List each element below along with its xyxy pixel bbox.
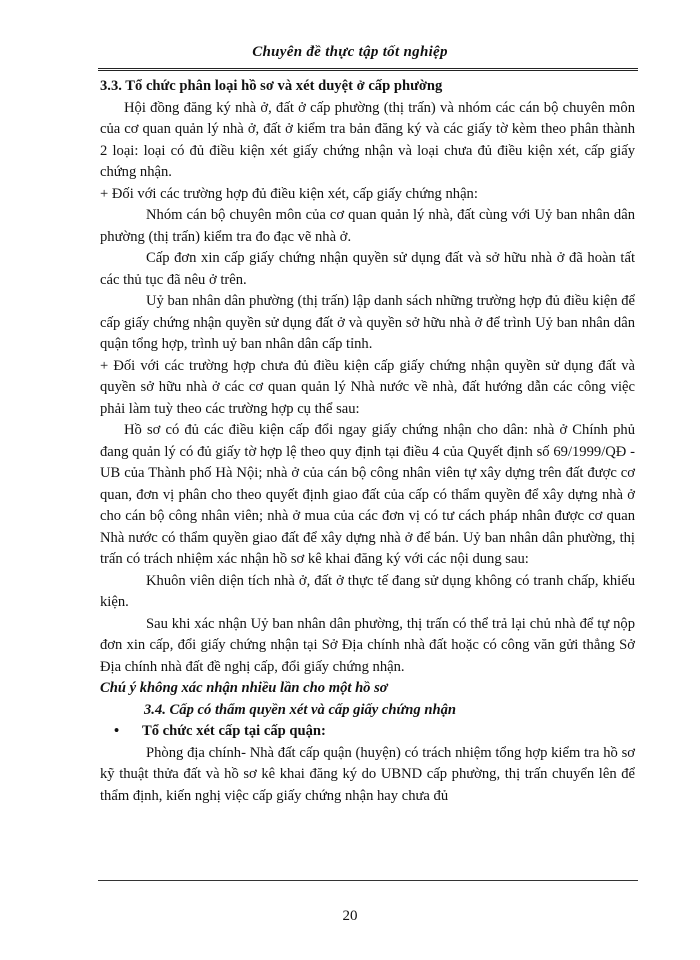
- footer-rule: [98, 880, 638, 881]
- paragraph: Cấp đơn xin cấp giấy chứng nhận quyền sử dụng đất và sở hữu nhà ở đã hoàn tất các thủ tục đã nêu ở trên.: [100, 250, 635, 288]
- paragraph: Nhóm cán bộ chuyên môn của cơ quan quản lý nhà, đất cùng với Uỷ ban nhân dân phường (thị trấn) kiểm tra đo đạc vẽ nhà ở.: [100, 207, 635, 245]
- page-number: 20: [342, 908, 358, 924]
- paragraph: Hội đồng đăng ký nhà ở, đất ở cấp phường (thị trấn) và nhóm các cán bộ chuyên môn của cơ quan quản lý nhà ở, đất ở kiểm tra bản đăng ký và các giấy tờ kèm theo phân thành 2 loại: loại có đủ điều kiện xét giấy chứng nhận và loại chưa đủ điều kiện xét, cấp giấy chứng nhận.: [100, 99, 635, 180]
- paragraph: + Đối với các trường hợp đủ điều kiện xét, cấp giấy chứng nhận:: [100, 185, 478, 202]
- paragraph: Phòng địa chính- Nhà đất cấp quận (huyện) có trách nhiệm tổng hợp kiểm tra hồ sơ kỹ thuật thửa đất và hồ sơ kê khai đăng ký do UBND cấp phường, thị trấn chuyển lên để thẩm định, kiến nghị việc cấp giấy chứng nhận hay chưa đủ: [100, 744, 635, 804]
- paragraph: + Đối với các trường hợp chưa đủ điều kiện cấp giấy chứng nhận quyền sử dụng đất và quyền sở hữu nhà ở các cơ quan quản lý Nhà nước về nhà, đất hướng dẫn các công việc phải làm tuỳ theo các trường hợp cụ thể sau:: [100, 357, 635, 417]
- bullet-icon: •: [114, 723, 120, 739]
- section-3-4-heading: 3.4. Cấp có thẩm quyền xét và cấp giấy chứng nhận: [144, 701, 456, 718]
- header-rule: [98, 68, 638, 71]
- paragraph: Sau khi xác nhận Uỷ ban nhân dân phường, thị trấn có thể trả lại chủ nhà để tự nộp đơn xin cấp, đổi giấy chứng nhận tại Sở Địa chính nhà đất hoặc có công văn gửi thẳng Sở Địa chính nhà đất đề nghị cấp, đổi giấy chứng nhận.: [100, 615, 635, 675]
- paragraph: Khuôn viên diện tích nhà ở, đất ở thực tế đang sử dụng không có tranh chấp, khiếu kiện.: [100, 572, 635, 610]
- paragraph: Uỷ ban nhân dân phường (thị trấn) lập danh sách những trường hợp đủ điều kiện để cấp giấy chứng nhận quyền sử dụng đất ở và quyền sở hữu nhà ở để trình Uỷ ban nhân dân quận tổng hợp, trình uỷ ban nhân dân cấp tỉnh.: [100, 293, 635, 352]
- paragraph: Hồ sơ có đủ các điều kiện cấp đổi ngay giấy chứng nhận cho dân: nhà ở Chính phủ đang quản lý có đủ giấy tờ hợp lệ theo quy định tại điều 4 của Quyết định số 69/1999/QĐ - UB của Thành phố Hà Nội; nhà ở của cán bộ công nhân viên tự xây dựng trên đất được cơ quan, đơn vị phân cho theo quyết định giao đất của cấp có thẩm quyền để xây dựng nhà ở cho cán bộ công nhân viên; nhà ở mua của các đơn vị có tư cách pháp nhân được cơ quan Nhà nước có thẩm quyền giao đất để xây dựng nhà ở để bán. Uỷ ban nhân dân phường, thị trấn có trách nhiệm xác nhận hồ sơ kê khai đăng ký với các nội dung sau:: [100, 422, 635, 567]
- bullet-item: [114, 721, 635, 743]
- bullet-title: Tổ chức xét cấp tại cấp quận:: [142, 723, 326, 739]
- note-line: Chú ý không xác nhận nhiều lần cho một hồ sơ: [100, 680, 388, 696]
- document-body: [100, 76, 635, 807]
- section-3-3-heading: 3.3. Tổ chức phân loại hồ sơ và xét duyệt ở cấp phường: [100, 78, 443, 94]
- page-header: Chuyên đề thực tập tốt nghiệp: [252, 44, 448, 60]
